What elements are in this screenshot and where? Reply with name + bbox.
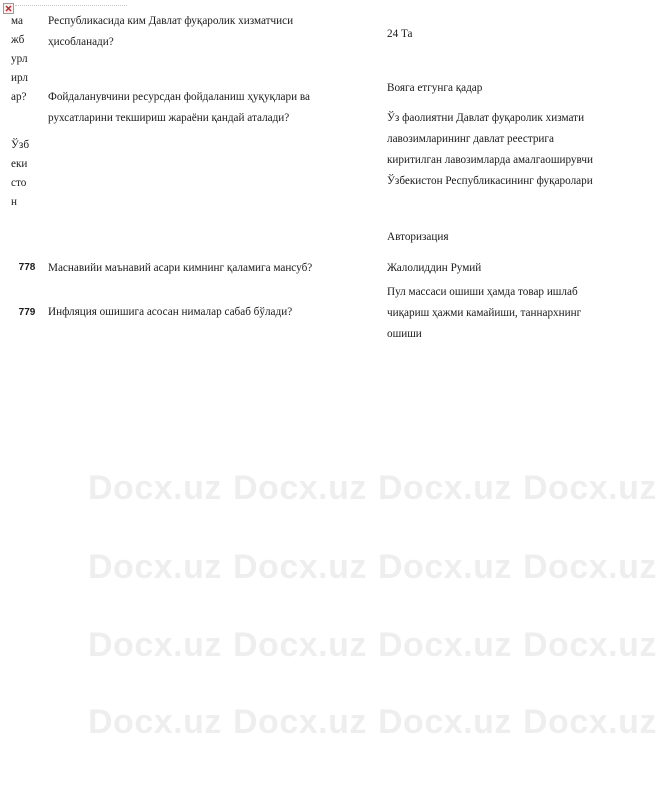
answer-text: Ўз фаолиятни Давлат фуқаролик хизмати лавозимларининг давлат реестрига киритилган лавозимларда амалгаоширувчи Ўзбекистон Республикасининг фуқаролари bbox=[387, 112, 593, 187]
watermark: Docx.uz bbox=[233, 626, 367, 664]
question-text: Инфляция ошишига асосан нималар сабаб бўлади? bbox=[48, 306, 293, 318]
watermark: Docx.uz bbox=[523, 703, 657, 741]
watermark: Docx.uz bbox=[378, 469, 512, 507]
left-column-fragment: еки bbox=[11, 158, 28, 170]
left-column-fragment: ар? bbox=[11, 91, 27, 103]
watermark: Docx.uz bbox=[88, 469, 222, 507]
left-column-fragment: сто bbox=[11, 177, 27, 189]
watermark: Docx.uz bbox=[233, 469, 367, 507]
left-column-fragment: ма bbox=[11, 15, 23, 27]
watermark: Docx.uz bbox=[523, 626, 657, 664]
answer-text: 24 Та bbox=[387, 28, 413, 40]
answer-text: Вояга етгунга қадар bbox=[387, 82, 483, 94]
left-column-fragment: н bbox=[11, 196, 17, 208]
answer-text: Авторизация bbox=[387, 231, 449, 243]
answer-text: Жалолиддин Румий bbox=[387, 262, 482, 274]
watermark: Docx.uz bbox=[378, 548, 512, 586]
watermark: Docx.uz bbox=[523, 548, 657, 586]
answer-text: Пул массаси ошиши ҳамда товар ишлаб чиқариш ҳажми камайиши, таннархнинг ошиши bbox=[387, 286, 582, 340]
left-column-fragment: ирл bbox=[11, 72, 29, 84]
question-text: Фойдаланувчини ресурсдан фойдаланиш ҳуқуқлари ва рухсатларини текшириш жараёни қандай аталади? bbox=[48, 91, 310, 124]
watermark: Docx.uz bbox=[88, 703, 222, 741]
left-column-text bbox=[11, 12, 41, 212]
header-divider bbox=[15, 5, 127, 7]
left-column-fragment bbox=[11, 126, 41, 136]
watermark: Docx.uz bbox=[378, 703, 512, 741]
question-text: Республикасида ким Давлат фуқаролик хизматчиси ҳисобланади? bbox=[48, 15, 294, 48]
left-column-fragment: жб bbox=[11, 34, 25, 46]
watermark: Docx.uz bbox=[378, 626, 512, 664]
row-number: 779 bbox=[18, 307, 36, 318]
question-text: Маснавийи маънавий асари кимнинг қаламига мансуб? bbox=[48, 262, 313, 274]
left-column-fragment bbox=[11, 107, 41, 126]
left-column-fragment: урл bbox=[11, 53, 28, 65]
left-column-fragment: Ўзб bbox=[11, 139, 30, 151]
watermark: Docx.uz bbox=[523, 469, 657, 507]
watermark: Docx.uz bbox=[88, 548, 222, 586]
watermark: Docx.uz bbox=[88, 626, 222, 664]
watermark: Docx.uz bbox=[233, 703, 367, 741]
row-number: 778 bbox=[18, 262, 36, 273]
watermark: Docx.uz bbox=[233, 548, 367, 586]
